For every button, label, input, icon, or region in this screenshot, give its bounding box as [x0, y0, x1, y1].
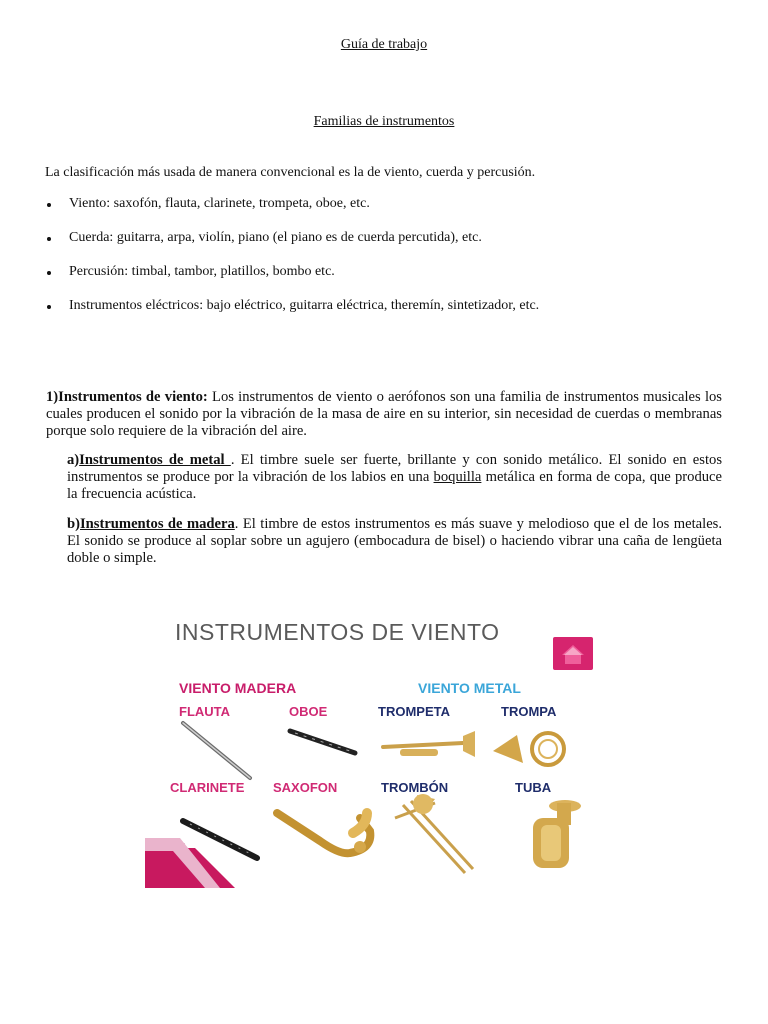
oboe-icon	[290, 731, 355, 753]
paragraph-viento	[46, 389, 722, 440]
paragraph-madera	[67, 516, 722, 567]
flute-icon	[183, 723, 250, 778]
paragraph-metal	[67, 452, 722, 503]
label-saxofon: SAXOFON	[273, 780, 338, 795]
paragraph-viento-text: Los instrumentos de viento o aerófonos son una familia de instrumentos musicales los cuales producen el sonido por la vibración de la masa de aire en su interior, sin necesidad de cuerdas o membranas porque solo requiere de la vibración del aire.	[46, 389, 722, 439]
trumpet-icon	[383, 731, 475, 757]
list-item: Percusión: timbal, tambor, platillos, bombo etc.	[45, 263, 539, 297]
paragraph-metal-underlined: boquilla	[433, 469, 482, 485]
intro-paragraph: La clasificación más usada de manera convencional es la de viento, cuerda y percusión.	[45, 165, 536, 180]
bullet-list	[45, 195, 539, 331]
label-tuba: TUBA	[515, 780, 552, 795]
madera-header: VIENTO MADERA	[179, 680, 297, 696]
paragraph-metal-prefix: a)	[67, 452, 80, 468]
home-icon	[553, 637, 593, 670]
image-title: INSTRUMENTOS DE VIENTO	[175, 619, 500, 645]
paragraph-metal-text-a: . El timbre suele ser fuerte, brillante y con sonido metálico. El sonido en estos instrumentos se produce por la vibración de los labios en una	[67, 452, 722, 485]
paragraph-metal-label: Instrumentos de metal	[79, 452, 231, 468]
page-title: Guía de trabajo	[340, 37, 428, 52]
label-flauta: FLAUTA	[179, 704, 231, 719]
paragraph-madera-label: Instrumentos de madera	[79, 516, 235, 532]
list-item: Cuerda: guitarra, arpa, violín, piano (el piano es de cuerda percutida), etc.	[45, 229, 539, 263]
label-oboe: OBOE	[289, 704, 328, 719]
label-trombon: TROMBÓN	[381, 780, 449, 795]
french-horn-icon	[493, 733, 564, 765]
list-item: Instrumentos eléctricos: bajo eléctrico, guitarra eléctrica, theremín, sintetizador, etc.	[45, 297, 539, 331]
home-button	[553, 637, 593, 670]
label-trompa: TROMPA	[501, 704, 557, 719]
label-clarinete: CLARINETE	[170, 780, 245, 795]
paragraph-viento-label: 1)Instrumentos de viento:	[46, 389, 208, 405]
label-trompeta: TROMPETA	[378, 704, 450, 719]
section-title: Familias de instrumentos	[313, 114, 455, 129]
wind-instruments-image	[145, 603, 608, 888]
paragraph-metal-text-b: metálica en forma de copa, que produce la frecuencia acústica.	[67, 469, 722, 502]
paragraph-madera-text: . El timbre de estos instrumentos es más suave y melodioso que el de los metales. El sonido se produce al soplar sobre un agujero (embocadura de bisel) o haciendo vibrar una caña de lengüeta doble o simple.	[67, 516, 722, 566]
metal-header: VIENTO METAL	[418, 680, 521, 696]
tuba-icon	[533, 800, 581, 868]
trombone-icon	[395, 794, 473, 873]
list-item: Viento: saxofón, flauta, clarinete, trompeta, oboe, etc.	[45, 195, 539, 229]
paragraph-madera-prefix: b)	[67, 516, 80, 532]
saxophone-icon	[277, 813, 370, 853]
